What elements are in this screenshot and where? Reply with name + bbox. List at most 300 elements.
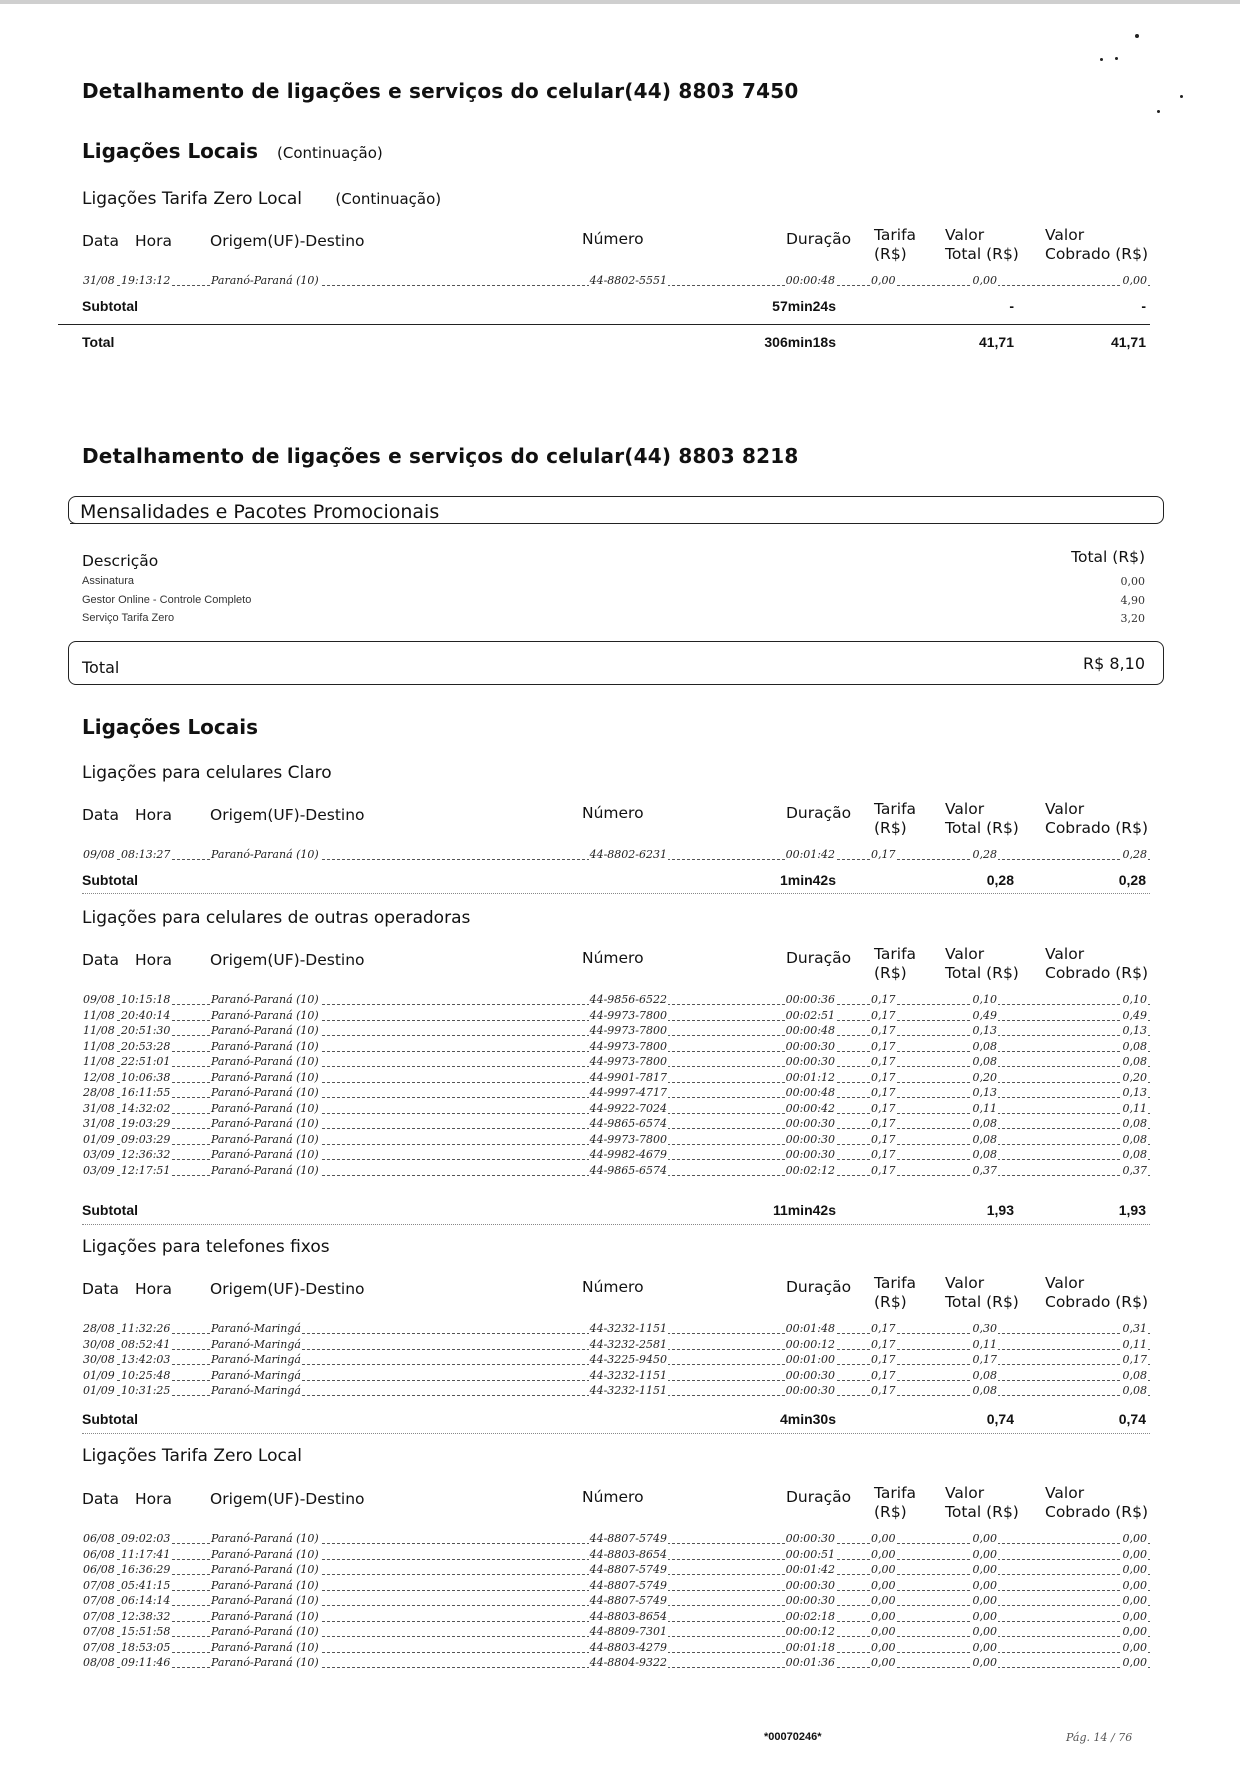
cell-valor-total: 0,00 [972,1563,997,1576]
cell-tarifa: 0,17 [871,1117,896,1130]
cell-data: 08/08 [83,1656,115,1669]
cell-duracao: 00:00:30 [785,1117,835,1130]
cell-data: 06/08 [83,1532,115,1545]
cell-tarifa: 0,00 [871,1563,896,1576]
cell-numero: 44-9865-6574 [589,1117,667,1130]
col-header-valor-total: Valor [945,1484,985,1502]
cell-origem: Paranó-Paraná (10) [211,1578,319,1592]
cell-valor-total: 0,08 [972,1148,997,1161]
subtotal-duracao: 11min42s [772,1202,836,1218]
cell-origem: Paranó-Paraná (10) [211,1594,319,1607]
cell-duracao: 00:00:48 [785,1086,835,1099]
col-header-tarifa-unit: (R$) [874,245,907,263]
cell-duracao: 00:00:30 [785,1132,835,1146]
cell-origem: Paranó-Maringá [211,1322,301,1335]
mensalidade-descricao: Gestor Online - Controle Completo [82,593,252,606]
subtotal-duracao: 306min18s [764,334,836,350]
cell-numero: 44-8803-8654 [589,1609,667,1623]
col-header-numero: Número [582,949,644,967]
cell-valor-cobrado: 0,08 [1122,1039,1147,1053]
heading-note: (Continuação) [277,144,383,162]
cell-hora: 16:11:55 [121,1086,171,1099]
cell-duracao: 00:00:48 [785,1024,835,1037]
cell-duracao: 00:00:30 [785,1578,835,1592]
cell-data: 07/08 [83,1578,115,1592]
cell-valor-cobrado: 0,08 [1122,1148,1147,1161]
table-row [82,993,1150,1009]
col-header-data: Data [82,806,120,824]
tarifa-zero-title: Ligações Tarifa Zero Local [82,1446,302,1466]
cell-valor-cobrado: 0,00 [1122,1563,1147,1576]
cell-valor-total: 0,28 [972,848,997,861]
cell-origem: Paranó-Paraná (10) [211,1148,319,1161]
fixos-title: Ligações para telefones fixos [82,1237,330,1257]
table-row [82,1384,1150,1400]
cell-valor-cobrado: 0,13 [1122,1086,1147,1099]
cell-tarifa: 0,17 [871,848,896,861]
col-header-origem: Origem(UF)-Destino [210,1280,365,1298]
cell-tarifa: 0,17 [871,1024,896,1037]
col-header-valor-total-unit: Total (R$) [945,1293,1019,1311]
table-row [82,1102,1150,1118]
divider [82,1224,1150,1225]
col-header-valor-cobrado-unit: Cobrado (R$) [1045,245,1148,263]
col-header-numero: Número [582,804,644,822]
cell-valor-cobrado: 0,11 [1122,1337,1147,1351]
col-header-duracao: Duração [786,804,852,822]
subtotal-label: Subtotal [82,1411,138,1427]
cell-valor-cobrado: 0,17 [1122,1353,1147,1366]
cell-valor-total: 0,11 [972,1337,997,1351]
col-header-numero: Número [582,1488,644,1506]
col-header-tarifa: Tarifa [874,800,917,818]
col-header-hora: Hora [135,1280,173,1298]
cell-origem: Paranó-Paraná (10) [211,1039,319,1053]
cell-duracao: 00:00:51 [785,1547,835,1561]
cell-duracao: 00:00:30 [785,1039,835,1053]
scan-speck [1115,57,1118,60]
scan-speck [1135,34,1139,38]
cell-tarifa: 0,00 [871,1547,896,1561]
subtotal-valor-cobrado: 1,93 [1118,1202,1146,1218]
cell-valor-cobrado: 0,00 [1122,1625,1147,1638]
cell-hora: 10:25:48 [121,1368,171,1382]
col-header-tarifa-unit: (R$) [874,1503,907,1521]
cell-valor-total: 0,00 [972,1594,997,1607]
subheading-note: (Continuação) [335,190,442,208]
cell-valor-total: 0,08 [972,1039,997,1053]
cell-valor-cobrado: 0,00 [1122,1532,1147,1545]
cell-numero: 44-3225-9450 [589,1353,667,1366]
cell-valor-total: 0,00 [972,1547,997,1561]
cell-data: 07/08 [83,1594,115,1607]
cell-data: 07/08 [83,1609,115,1623]
cell-valor-total: 0,08 [972,1368,997,1382]
subtotal-valor-total: 41,71 [978,334,1014,350]
barcode-text: *00070246* [764,1731,822,1743]
cell-hora: 09:03:29 [121,1132,171,1146]
cell-origem: Paranó-Paraná (10) [211,1117,319,1130]
cell-origem: Paranó-Paraná (10) [211,1656,319,1669]
cell-valor-total: 0,00 [972,1609,997,1623]
cell-valor-total: 0,49 [972,1008,997,1022]
cell-duracao: 00:00:30 [785,1148,835,1161]
cell-valor-total: 0,30 [972,1322,997,1335]
cell-valor-cobrado: 0,28 [1122,848,1147,861]
col-header-tarifa-unit: (R$) [874,819,907,837]
cell-valor-cobrado: 0,00 [1122,1640,1147,1654]
subtotal-valor-cobrado: 0,74 [1118,1411,1146,1427]
col-header-valor-total: Valor [945,945,985,963]
col-header-duracao: Duração [786,1488,852,1506]
cell-data: 09/08 [83,993,115,1006]
col-header-origem: Origem(UF)-Destino [210,806,365,824]
cell-data: 06/08 [83,1547,115,1561]
col-header-valor-total-unit: Total (R$) [945,819,1019,837]
cell-hora: 20:40:14 [121,1008,171,1022]
cell-data: 30/08 [83,1337,115,1351]
table-row [82,1055,1150,1071]
mensalidades-total-value: R$ 8,10 [1082,654,1145,673]
cell-numero: 44-9973-7800 [589,1008,667,1022]
col-header-valor-cobrado-unit: Cobrado (R$) [1045,819,1148,837]
col-header-valor-cobrado: Valor [1045,945,1085,963]
section2-title: Detalhamento de ligações e serviços do celular(44) 8803 8218 [82,444,799,468]
col-header-valor-cobrado: Valor [1045,1484,1085,1502]
cell-valor-total: 0,17 [972,1353,997,1366]
cell-data: 31/08 [83,1101,115,1115]
cell-valor-cobrado: 0,00 [1122,1656,1147,1669]
col-header-tarifa: Tarifa [874,945,917,963]
mensalidades-total-label: Total [82,658,120,677]
cell-numero: 44-9856-6522 [589,993,667,1006]
cell-tarifa: 0,17 [871,1070,896,1084]
cell-tarifa: 0,17 [871,1008,896,1022]
cell-duracao: 00:01:12 [785,1070,835,1084]
subtotal-valor-cobrado: 0,28 [1118,872,1146,888]
cell-hora: 11:32:26 [121,1322,171,1335]
cell-valor-total: 0,13 [972,1024,997,1037]
section1-subheading [82,189,441,209]
col-header-tarifa-unit: (R$) [874,1293,907,1311]
divider [82,1433,1150,1434]
cell-tarifa: 0,00 [871,1625,896,1638]
col-header-tarifa: Tarifa [874,226,917,244]
cell-valor-cobrado: 0,31 [1122,1322,1147,1335]
table-row [82,1009,1150,1025]
scan-edge [0,0,1240,4]
scan-speck [1157,110,1160,113]
mensalidade-descricao: Assinatura [82,575,134,587]
col-header-tarifa: Tarifa [874,1274,917,1292]
cell-hora: 10:31:25 [121,1384,171,1397]
mensalidade-valor: 3,20 [1120,612,1145,625]
col-header-origem: Origem(UF)-Destino [210,951,365,969]
col-header-tarifa: Tarifa [874,1484,917,1502]
table-row [82,1322,1150,1338]
cell-valor-cobrado: 0,08 [1122,1132,1147,1146]
col-header-hora: Hora [135,232,173,250]
cell-valor-total: 0,11 [972,1101,997,1115]
cell-numero: 44-9973-7800 [589,1024,667,1037]
cell-hora: 12:36:32 [121,1148,171,1161]
cell-origem: Paranó-Paraná (10) [211,274,319,287]
cell-duracao: 00:02:12 [785,1163,835,1177]
cell-valor-cobrado: 0,08 [1122,1117,1147,1130]
cell-valor-total: 0,08 [972,1055,997,1068]
cell-numero: 44-8807-5749 [589,1532,667,1545]
col-header-data: Data [82,951,120,969]
page-number: Pág. 14 / 76 [1066,1731,1133,1744]
cell-numero: 44-9973-7800 [589,1039,667,1053]
cell-hora: 08:13:27 [121,848,171,861]
claro-title: Ligações para celulares Claro [82,763,332,783]
cell-valor-total: 0,00 [972,1640,997,1654]
table-row [82,1369,1150,1385]
cell-data: 12/08 [83,1070,115,1084]
table-row [82,1625,1150,1641]
col-header-duracao: Duração [786,230,852,248]
cell-valor-cobrado: 0,08 [1122,1384,1147,1397]
cell-hora: 11:17:41 [121,1547,171,1561]
col-header-valor-cobrado-unit: Cobrado (R$) [1045,1293,1148,1311]
table-row [82,1563,1150,1579]
cell-hora: 10:06:38 [121,1070,171,1084]
cell-duracao: 00:00:36 [785,993,835,1006]
subtotal-valor-total: 0,28 [986,872,1014,888]
subheading-text: Ligações Tarifa Zero Local [82,189,302,209]
cell-tarifa: 0,17 [871,1101,896,1115]
cell-numero: 44-3232-2581 [589,1337,667,1351]
cell-duracao: 00:00:30 [785,1384,835,1397]
mensalidades-title-underline [70,523,460,524]
cell-duracao: 00:01:00 [785,1353,835,1366]
scan-speck [1180,95,1183,98]
cell-valor-cobrado: 0,11 [1122,1101,1147,1115]
cell-valor-total: 0,10 [972,993,997,1006]
cell-origem: Paranó-Maringá [211,1368,301,1382]
cell-hora: 12:17:51 [121,1163,171,1177]
col-header-valor-cobrado: Valor [1045,1274,1085,1292]
cell-duracao: 00:00:12 [785,1337,835,1351]
cell-data: 07/08 [83,1640,115,1654]
col-header-hora: Hora [135,806,173,824]
subtotal-valor-total: - [1009,298,1014,314]
cell-hora: 09:02:03 [121,1532,171,1545]
col-header-valor-total-unit: Total (R$) [945,1503,1019,1521]
cell-valor-cobrado: 0,08 [1122,1055,1147,1068]
cell-hora: 19:13:12 [121,274,171,287]
cell-tarifa: 0,00 [871,1656,896,1669]
cell-tarifa: 0,00 [871,1609,896,1623]
cell-hora: 16:36:29 [121,1563,171,1576]
cell-valor-total: 0,00 [972,1625,997,1638]
cell-data: 06/08 [83,1563,115,1576]
cell-numero: 44-9973-7800 [589,1132,667,1146]
subtotal-valor-cobrado: 41,71 [1110,334,1146,350]
cell-origem: Paranó-Paraná (10) [211,1070,319,1084]
cell-numero: 44-3232-1151 [589,1368,667,1382]
cell-numero: 44-3232-1151 [589,1384,667,1397]
cell-valor-total: 0,08 [972,1132,997,1146]
table-row [82,1594,1150,1610]
cell-numero: 44-3232-1151 [589,1322,667,1335]
cell-tarifa: 0,00 [871,1640,896,1654]
cell-origem: Paranó-Paraná (10) [211,1563,319,1576]
table-row [82,1148,1150,1164]
mensalidade-valor: 0,00 [1120,575,1145,588]
scan-speck [1100,58,1103,61]
table-row [82,1164,1150,1180]
table-row [82,1024,1150,1040]
cell-data: 09/08 [83,848,115,861]
cell-valor-total: 0,00 [972,1656,997,1669]
col-header-data: Data [82,1490,120,1508]
subtotal-label: Subtotal [82,1202,138,1218]
cell-origem: Paranó-Paraná (10) [211,1008,319,1022]
divider [82,893,1150,894]
cell-tarifa: 0,00 [871,1578,896,1592]
cell-data: 01/09 [83,1384,115,1397]
cell-data: 03/09 [83,1163,115,1177]
cell-numero: 44-8807-5749 [589,1578,667,1592]
cell-valor-cobrado: 0,00 [1122,1578,1147,1592]
table-row [82,1353,1150,1369]
cell-numero: 44-8804-9322 [589,1656,667,1669]
cell-valor-total: 0,13 [972,1086,997,1099]
col-header-valor-cobrado: Valor [1045,800,1085,818]
cell-origem: Paranó-Maringá [211,1337,301,1351]
table-row [82,1532,1150,1548]
cell-data: 11/08 [83,1008,115,1022]
cell-hora: 05:41:15 [121,1578,171,1592]
col-header-data: Data [82,232,120,250]
cell-data: 11/08 [83,1039,115,1053]
col-header-numero: Número [582,230,644,248]
cell-hora: 22:51:01 [121,1055,171,1068]
subtotal-valor-total: 0,74 [986,1411,1014,1427]
cell-tarifa: 0,17 [871,1368,896,1382]
cell-origem: Paranó-Paraná (10) [211,1609,319,1623]
heading-text: Ligações Locais [82,139,259,163]
subtotal-label: Total [82,334,115,350]
cell-numero: 44-9901-7817 [589,1070,667,1084]
cell-valor-cobrado: 0,20 [1122,1070,1147,1084]
cell-data: 28/08 [83,1322,115,1335]
cell-tarifa: 0,17 [871,1337,896,1351]
cell-numero: 44-9865-6574 [589,1163,667,1177]
table-row [82,1610,1150,1626]
cell-duracao: 00:01:48 [785,1322,835,1335]
cell-tarifa: 0,17 [871,1384,896,1397]
col-header-duracao: Duração [786,1278,852,1296]
cell-origem: Paranó-Paraná (10) [211,1163,319,1177]
cell-origem: Paranó-Paraná (10) [211,1532,319,1545]
cell-origem: Paranó-Paraná (10) [211,1132,319,1146]
cell-data: 31/08 [83,1117,115,1130]
cell-tarifa: 0,17 [871,1353,896,1366]
cell-valor-total: 0,00 [972,1578,997,1592]
col-header-tarifa-unit: (R$) [874,964,907,982]
cell-duracao: 00:00:48 [785,274,835,287]
cell-tarifa: 0,17 [871,1322,896,1335]
table-row [82,1579,1150,1595]
col-header-hora: Hora [135,1490,173,1508]
cell-hora: 10:15:18 [121,993,171,1006]
col-header-duracao: Duração [786,949,852,967]
mensalidade-valor: 4,90 [1120,593,1145,607]
subtotal-duracao: 57min24s [772,298,836,314]
cell-numero: 44-8802-5551 [589,274,667,287]
cell-valor-cobrado: 0,00 [1122,1594,1147,1607]
cell-duracao: 00:01:42 [785,1563,835,1576]
cell-origem: Paranó-Paraná (10) [211,993,319,1006]
cell-data: 03/09 [83,1148,115,1161]
cell-origem: Paranó-Paraná (10) [211,1101,319,1115]
col-header-valor-cobrado-unit: Cobrado (R$) [1045,964,1148,982]
cell-data: 30/08 [83,1353,115,1366]
subtotal-label: Subtotal [82,872,138,888]
table-row [82,1338,1150,1354]
table-row [82,1548,1150,1564]
descricao-header: Descrição [82,552,159,570]
cell-numero: 44-9997-4717 [589,1086,667,1099]
cell-valor-cobrado: 0,00 [1122,1609,1147,1623]
cell-hora: 20:51:30 [121,1024,171,1037]
cell-data: 01/09 [83,1368,115,1382]
cell-numero: 44-8807-5749 [589,1563,667,1576]
cell-duracao: 00:00:30 [785,1055,835,1068]
cell-duracao: 00:02:18 [785,1609,835,1623]
cell-tarifa: 0,00 [871,1532,896,1545]
subtotal-duracao: 1min42s [779,872,836,888]
cell-hora: 06:14:14 [121,1594,171,1607]
subtotal-duracao: 4min30s [779,1411,836,1427]
section1-heading [82,139,383,163]
table-row [82,1641,1150,1657]
cell-duracao: 00:02:51 [785,1008,835,1022]
cell-hora: 12:38:32 [121,1609,171,1623]
cell-origem: Paranó-Paraná (10) [211,1625,319,1638]
cell-numero: 44-9973-7800 [589,1055,667,1068]
cell-valor-cobrado: 0,08 [1122,1368,1147,1382]
outras-title: Ligações para celulares de outras operadoras [82,908,471,928]
cell-duracao: 00:01:18 [785,1640,835,1654]
cell-duracao: 00:00:30 [785,1594,835,1607]
col-header-hora: Hora [135,951,173,969]
cell-valor-total: 0,37 [972,1163,997,1177]
table-row [82,1133,1150,1149]
cell-valor-total: 0,08 [972,1117,997,1130]
cell-data: 11/08 [83,1024,115,1037]
cell-tarifa: 0,00 [871,274,896,287]
cell-duracao: 00:01:36 [785,1656,835,1669]
cell-hora: 09:11:46 [121,1656,171,1669]
cell-data: 07/08 [83,1625,115,1638]
col-header-valor-total: Valor [945,1274,985,1292]
mensalidade-descricao: Serviço Tarifa Zero [82,612,175,624]
cell-data: 11/08 [83,1055,115,1068]
mensalidades-title: Mensalidades e Pacotes Promocionais [80,501,445,523]
cell-data: 31/08 [83,274,115,287]
total-divider [58,324,1150,325]
cell-numero: 44-8807-5749 [589,1594,667,1607]
cell-origem: Paranó-Paraná (10) [211,1055,319,1068]
table-row [82,848,1150,864]
cell-hora: 14:32:02 [121,1101,171,1115]
subtotal-valor-total: 1,93 [986,1202,1014,1218]
col-header-valor-total-unit: Total (R$) [945,245,1019,263]
